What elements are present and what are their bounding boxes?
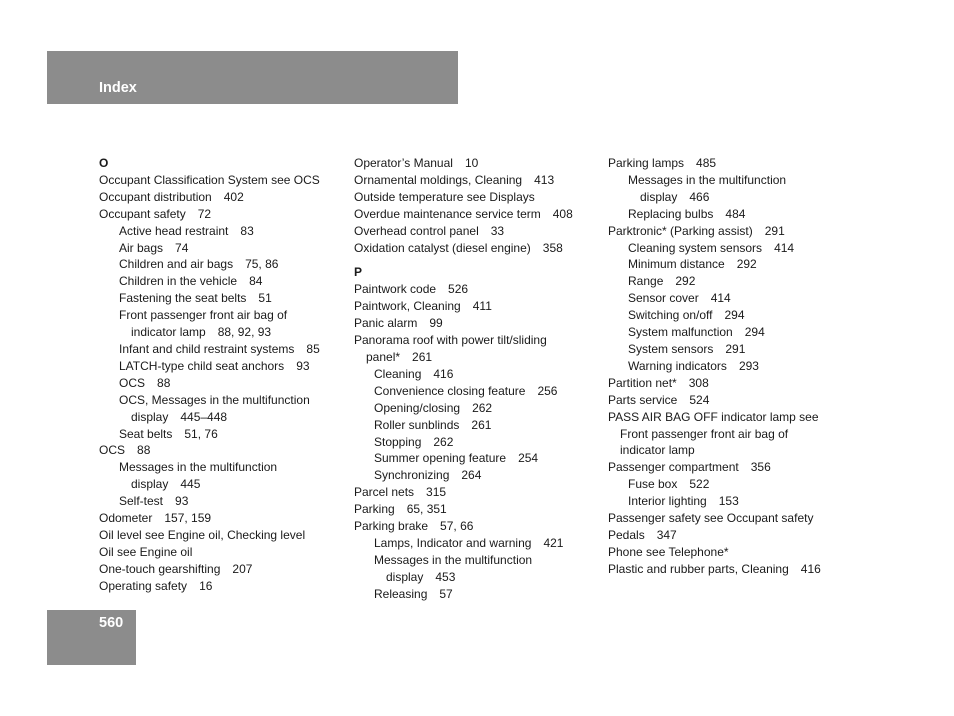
page-reference: 93 [175,494,189,509]
index-entry [99,307,349,324]
page-reference: 33 [490,223,505,238]
index-term: Passenger compartment [608,460,739,475]
index-entry [608,307,858,324]
page-reference: 294 [724,308,745,323]
index-term: Overdue maintenance service term [354,206,541,221]
index-term: Paintwork, Cleaning [354,299,461,314]
index-entry [608,358,858,375]
index-term: Cleaning [374,366,422,381]
page-reference: 291 [764,223,785,238]
index-term: Warning indicators [628,358,727,373]
index-term: Releasing [374,586,428,601]
index-entry [99,442,349,459]
index-entry [354,349,604,366]
page-reference: 51 [258,291,272,306]
index-entry [608,459,858,476]
index-term: Parking brake [354,519,429,534]
index-term: Panorama roof with power tilt/sliding [354,333,547,348]
index-entry [99,510,349,527]
index-entry [99,426,349,443]
index-entry [99,527,349,544]
index-term: Children and air bags [119,257,234,272]
index-term: Parcel nets [354,485,415,500]
index-term: Fastening the seat belts [119,291,247,306]
index-term: Interior lighting [628,494,707,509]
index-term: Outside temperature see Displays [354,189,535,204]
index-term: Switching on/off [628,308,713,323]
index-entry [354,332,604,349]
index-term: Parking lamps [608,156,685,170]
page-reference: 157, 159 [164,511,212,526]
index-entry [608,189,858,206]
index-column-3 [608,155,858,578]
index-entry [99,476,349,493]
page-title: Index [99,80,137,96]
index-entry [354,484,604,501]
page-reference: 99 [429,316,443,331]
index-term: OCS [119,375,146,390]
page-reference: 51, 76 [184,426,218,441]
index-term: Panic alarm [354,316,418,331]
index-term: Occupant distribution [99,189,212,204]
index-term: Pedals [608,527,645,542]
page-reference: 445–448 [180,409,228,424]
page-reference: 416 [800,561,821,576]
index-entry [99,172,349,189]
index-entry [608,476,858,493]
page-reference: 445 [180,477,201,492]
index-term: Partition net* [608,375,677,390]
index-entry [354,383,604,400]
index-term: Phone see Telephone* [608,544,729,559]
index-column-1 [99,155,349,595]
index-term: panel* [366,349,401,364]
index-entry [608,493,858,510]
index-term: Stopping [374,434,422,449]
index-entry [354,400,604,417]
index-term: Oxidation catalyst (diesel engine) [354,240,531,255]
index-term: Ornamental moldings, Cleaning [354,172,523,187]
page-reference: 10 [464,156,479,170]
index-term: Front passenger front air bag of [119,308,288,323]
page-reference: 65, 351 [406,502,447,517]
index-entry [608,273,858,290]
page-reference: 293 [738,358,759,373]
page-reference: 57, 66 [440,519,474,534]
index-entry [99,206,349,223]
index-entry [608,544,858,561]
index-term: System malfunction [628,325,733,340]
index-term: OCS [99,443,126,458]
index-term: Oil see Engine oil [99,544,193,559]
index-entry [608,256,858,273]
page-reference: 88 [157,375,171,390]
index-entry [99,341,349,358]
page-reference: 292 [736,257,757,272]
index-entry [99,493,349,510]
index-entry [608,206,858,223]
index-entry [354,569,604,586]
page-number-tab [47,610,136,665]
page-reference: 72 [197,206,212,221]
index-term: Opening/closing [374,400,461,415]
index-entry [99,392,349,409]
index-entry [354,223,604,240]
index-entry [354,501,604,518]
index-term: Operator’s Manual [354,156,453,170]
index-term: PASS AIR BAG OFF indicator lamp see [608,409,819,424]
page-reference: 261 [412,349,433,364]
index-entry [99,290,349,307]
page-reference: 524 [689,392,710,407]
index-entry [608,223,858,240]
index-term: Messages in the multifunction [119,460,278,475]
index-letter-heading: P [354,265,363,280]
page-reference: 356 [750,460,771,475]
index-term: Infant and child restraint systems [119,341,295,356]
index-term: Occupant Classification System see OCS [99,172,320,187]
page-reference: 408 [552,206,573,221]
index-term: Roller sunblinds [374,417,460,432]
index-entry [99,273,349,290]
index-term: Seat belts [119,426,173,441]
index-term: Range [628,274,664,289]
index-entry [354,417,604,434]
index-entry [99,544,349,561]
index-term: OCS, Messages in the multifunction [119,392,310,407]
index-term: Minimum distance [628,257,725,272]
index-term: Odometer [99,511,153,526]
index-term: System sensors [628,341,714,356]
index-term: Oil level see Engine oil, Checking level [99,527,306,542]
index-entry [99,578,349,595]
index-term: Front passenger front air bag of [620,426,789,441]
page-reference: 413 [534,172,555,187]
page-reference: 262 [472,400,493,415]
index-entry [354,298,604,315]
index-term: Operating safety [99,578,188,593]
index-term: Passenger safety see Occupant safety [608,511,814,526]
index-entry [354,240,604,257]
index-entry [608,426,858,443]
index-term: Overhead control panel [354,223,479,238]
page-reference: 84 [249,274,263,289]
page-reference: 16 [199,578,213,593]
index-entry [608,172,858,189]
page-reference: 485 [696,156,717,170]
index-entry [99,409,349,426]
index-entry [608,240,858,257]
index-term: Replacing bulbs [628,206,714,221]
page-reference: 484 [725,206,746,221]
page-reference: 416 [433,366,454,381]
index-letter-heading: O [99,156,109,170]
index-entry [608,324,858,341]
index-term: Fuse box [628,477,678,492]
page-reference: 74 [175,240,189,255]
index-entry [354,467,604,484]
index-entry [608,561,858,578]
index-term: Children in the vehicle [119,274,238,289]
index-entry [99,223,349,240]
page-reference: 414 [710,291,731,306]
page-reference: 347 [656,527,677,542]
index-entry [99,240,349,257]
page-reference: 421 [543,535,564,550]
page-reference: 291 [725,341,746,356]
index-entry [354,189,604,206]
index-entry [608,392,858,409]
index-entry [608,527,858,544]
index-entry [99,324,349,341]
page-reference: 411 [472,299,492,314]
page-reference: 262 [433,434,454,449]
index-entry [354,206,604,223]
page-reference: 85 [306,341,320,356]
page-reference: 93 [296,358,310,373]
page-reference: 207 [232,561,253,576]
index-entry [354,366,604,383]
index-term: Occupant safety [99,206,186,221]
index-entry [608,375,858,392]
index-entry [608,290,858,307]
index-entry [99,459,349,476]
index-entry [354,315,604,332]
page-reference: 402 [223,189,244,204]
index-entry [608,442,858,459]
index-term: Parktronic* (Parking assist) [608,223,753,238]
page-reference: 466 [689,189,710,204]
index-entry [99,561,349,578]
page-reference: 254 [518,451,539,466]
index-entry [99,189,349,206]
index-entry [608,409,858,426]
page-reference: 75, 86 [245,257,279,272]
index-term: display [640,189,678,204]
index-entry [354,434,604,451]
index-entry [99,358,349,375]
index-term: Convenience closing feature [374,383,526,398]
page-reference: 153 [718,494,739,509]
index-term: Air bags [119,240,164,255]
index-entry [354,281,604,298]
index-entry [354,518,604,535]
page-reference: 264 [461,468,482,483]
index-entry [354,155,604,172]
index-entry [354,450,604,467]
page-reference: 261 [471,417,492,432]
index-term: Sensor cover [628,291,699,306]
index-entry [608,341,858,358]
index-term: indicator lamp [131,325,206,340]
index-column-2 [354,155,604,603]
index-term: display [386,569,424,584]
index-entry [608,155,858,172]
page-reference: 256 [537,383,558,398]
index-term: Synchronizing [374,468,450,483]
index-term: Plastic and rubber parts, Cleaning [608,561,789,576]
index-entry [354,172,604,189]
page-reference: 308 [688,375,709,390]
index-entry [99,256,349,273]
index-term: Messages in the multifunction [374,552,533,567]
index-term: indicator lamp [620,443,695,458]
header-band [47,51,458,104]
page-reference: 358 [542,240,563,255]
index-entry [608,510,858,527]
index-entry [354,552,604,569]
page-reference: 83 [240,223,254,238]
index-term: Active head restraint [119,223,229,238]
index-entry [354,535,604,552]
index-term: Summer opening feature [374,451,507,466]
index-term: Paintwork code [354,282,437,297]
index-term: Lamps, Indicator and warning [374,535,532,550]
page-reference: 453 [435,569,456,584]
page-reference: 526 [448,282,469,297]
page-reference: 292 [675,274,696,289]
index-term: LATCH-type child seat anchors [119,358,285,373]
page-reference: 57 [439,586,453,601]
page-reference: 88 [137,443,151,458]
index-term: Messages in the multifunction [628,172,787,187]
page-reference: 522 [689,477,710,492]
index-term: One-touch gearshifting [99,561,221,576]
index-entry [99,375,349,392]
index-term: Parking [354,502,395,517]
page-reference: 294 [744,325,765,340]
index-term: Cleaning system sensors [628,240,763,255]
index-entry [354,586,604,603]
index-term: display [131,409,169,424]
page-number: 560 [99,615,124,631]
index-term: display [131,477,169,492]
page-reference: 88, 92, 93 [217,325,272,340]
page-reference: 315 [426,485,447,500]
index-term: Parts service [608,392,678,407]
page-reference: 414 [774,240,795,255]
index-term: Self-test [119,494,164,509]
